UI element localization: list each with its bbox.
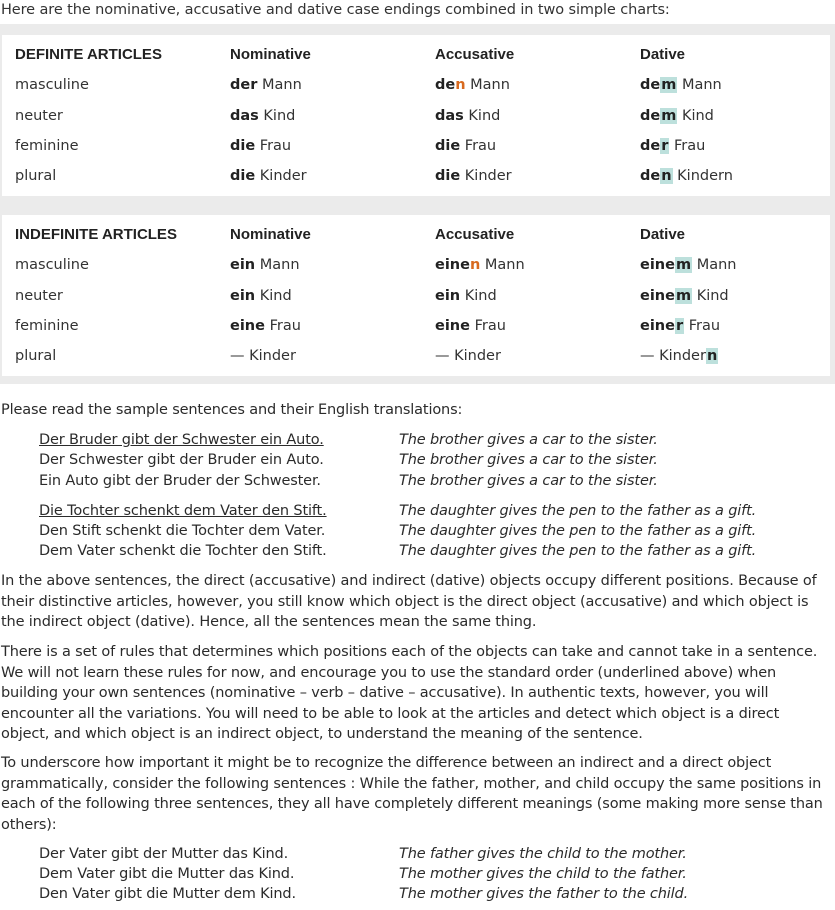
noun: Mann xyxy=(259,257,300,273)
noun: Frau xyxy=(474,318,506,334)
accusative-ending: n xyxy=(455,77,466,93)
example-sentence-german: Den Vater gibt die Mutter dem Kind. xyxy=(39,886,296,902)
article-stem: eine xyxy=(640,318,675,334)
dative-ending: m xyxy=(675,257,692,273)
sample-sentence-german: Den Stift schenkt die Tochter dem Vater. xyxy=(39,523,326,539)
row-label: masculine xyxy=(15,257,89,273)
accusative-cell xyxy=(435,165,512,187)
noun-stem: Kinder xyxy=(659,348,706,364)
table-header-row xyxy=(2,224,830,246)
dative-ending: m xyxy=(675,288,692,304)
row-label: feminine xyxy=(15,138,79,154)
example-sentence-english: The mother gives the child to the father. xyxy=(399,866,687,882)
noun: Kind xyxy=(468,108,501,124)
row-label: neuter xyxy=(15,288,63,304)
table-row-masculine xyxy=(2,74,830,96)
noun: Kinder xyxy=(249,348,296,364)
table-row-plural xyxy=(2,345,830,367)
sample-sentence-german: Ein Auto gibt der Bruder der Schwester. xyxy=(39,473,321,489)
article: eine xyxy=(230,318,265,334)
table-row-plural xyxy=(2,165,830,187)
nominative-cell xyxy=(230,315,301,337)
row-label: plural xyxy=(15,348,57,364)
noun: Kindern xyxy=(677,168,733,184)
article-stem: eine xyxy=(640,257,675,273)
noun: Mann xyxy=(470,77,510,93)
article-stem: de xyxy=(640,77,661,93)
noun: Kind xyxy=(259,288,292,304)
sample-sentence-english: The daughter gives the pen to the father as a gift. xyxy=(399,543,757,559)
article: eine xyxy=(435,318,470,334)
dative-cell xyxy=(640,165,733,187)
accusative-cell xyxy=(435,254,525,276)
noun: Kind xyxy=(681,108,714,124)
nominative-cell xyxy=(230,345,296,367)
dash-article: — xyxy=(230,348,245,364)
table-row-neuter xyxy=(2,285,830,307)
dative-ending: m xyxy=(661,77,677,93)
sample-sentence-english: The brother gives a car to the sister. xyxy=(399,452,658,468)
table-row-feminine xyxy=(2,315,830,337)
table-title: INDEFINITE ARTICLES xyxy=(15,226,177,243)
dative-cell xyxy=(640,254,736,276)
article-stem: eine xyxy=(640,288,675,304)
table-row-feminine xyxy=(2,135,830,157)
article: ein xyxy=(230,288,256,304)
noun: Frau xyxy=(673,138,706,154)
dative-cell xyxy=(640,315,720,337)
column-header-dative: Dative xyxy=(640,46,686,63)
dative-cell xyxy=(640,135,705,157)
noun: Frau xyxy=(269,318,301,334)
noun: Kinder xyxy=(259,168,307,184)
article: die xyxy=(230,168,256,184)
column-header-nominative: Nominative xyxy=(230,226,311,243)
dative-ending: r xyxy=(661,138,669,154)
accusative-ending: n xyxy=(469,257,481,273)
noun: Mann xyxy=(261,77,302,93)
noun: Kind xyxy=(464,288,497,304)
nominative-cell xyxy=(230,135,291,157)
column-header-dative: Dative xyxy=(640,226,686,243)
nominative-cell xyxy=(230,74,302,96)
sample-sentence-german: Der Schwester gibt der Bruder ein Auto. xyxy=(39,452,324,468)
dative-ending: n xyxy=(706,348,718,364)
column-header-accusative: Accusative xyxy=(435,46,515,63)
sample-sentence-german: Der Bruder gibt der Schwester ein Auto. xyxy=(39,432,324,448)
row-label: plural xyxy=(15,168,57,184)
dative-cell xyxy=(640,74,722,96)
example-sentence-german: Der Vater gibt der Mutter das Kind. xyxy=(39,846,289,862)
article-stem: de xyxy=(435,77,456,93)
row-label: neuter xyxy=(15,108,63,124)
definite-articles-table xyxy=(2,35,830,196)
noun: Kinder xyxy=(464,168,512,184)
article-stem: de xyxy=(640,168,661,184)
row-label: feminine xyxy=(15,318,79,334)
dative-ending: n xyxy=(661,168,672,184)
sample-sentence-german: Dem Vater schenkt die Tochter den Stift. xyxy=(39,543,327,559)
article: der xyxy=(230,77,258,93)
nominative-cell xyxy=(230,285,292,307)
accusative-cell xyxy=(435,345,501,367)
article: die xyxy=(435,168,461,184)
article: das xyxy=(230,108,259,124)
article: ein xyxy=(230,257,256,273)
table-row-masculine xyxy=(2,254,830,276)
sample-sentence-english: The brother gives a car to the sister. xyxy=(399,432,658,448)
table-header-row xyxy=(2,44,830,66)
nominative-cell xyxy=(230,105,295,127)
indefinite-articles-table xyxy=(2,215,830,376)
row-label: masculine xyxy=(15,77,89,93)
nominative-cell xyxy=(230,165,307,187)
noun: Kind xyxy=(696,288,729,304)
dative-cell xyxy=(640,105,714,127)
accusative-cell xyxy=(435,285,497,307)
sample-sentence-german: Die Tochter schenkt dem Vater den Stift. xyxy=(39,503,327,519)
intro-text: Here are the nominative, accusative and dative case endings combined in two simple charts: xyxy=(1,2,670,18)
article: die xyxy=(230,138,256,154)
article-stem: eine xyxy=(435,257,470,273)
article: das xyxy=(435,108,464,124)
accusative-cell xyxy=(435,74,510,96)
dative-ending: m xyxy=(661,108,677,124)
table-row-neuter xyxy=(2,105,830,127)
article: die xyxy=(435,138,461,154)
noun: Mann xyxy=(696,257,737,273)
accusative-cell xyxy=(435,315,506,337)
sample-sentence-english: The brother gives a car to the sister. xyxy=(399,473,658,489)
accusative-cell xyxy=(435,135,496,157)
dash-article: — xyxy=(640,348,655,364)
noun: Frau xyxy=(688,318,721,334)
noun: Kind xyxy=(263,108,296,124)
article-stem: de xyxy=(640,138,661,154)
noun: Kinder xyxy=(454,348,501,364)
dative-ending: r xyxy=(675,318,684,334)
dash-article: — xyxy=(435,348,450,364)
column-header-nominative: Nominative xyxy=(230,46,311,63)
example-sentence-english: The mother gives the father to the child. xyxy=(399,886,689,902)
dative-cell xyxy=(640,345,718,367)
paragraph-explanation: In the above sentences, the direct (accusative) and indirect (dative) objects occupy different positions. Because of their distinctive articles, however, you still know which object is the direct object (accusative) and which object is the indirect object (dative). Hence, all the sentences mean the same thing. xyxy=(1,573,817,630)
sample-intro: Please read the sample sentences and their English translations: xyxy=(1,402,463,418)
dative-cell xyxy=(640,285,729,307)
noun: Frau xyxy=(259,138,292,154)
paragraph-importance: To underscore how important it might be to recognize the difference between an indirect and a direct object grammatically, consider the following sentences : While the father, mother, and child occupy the same positions in each of the following three sentences, they all have completely different meanings (some making more sense than others): xyxy=(1,755,823,833)
noun: Mann xyxy=(484,257,525,273)
table-title: DEFINITE ARTICLES xyxy=(15,46,162,63)
example-sentence-german: Dem Vater gibt die Mutter das Kind. xyxy=(39,866,295,882)
article: ein xyxy=(435,288,461,304)
nominative-cell xyxy=(230,254,300,276)
accusative-cell xyxy=(435,105,500,127)
example-sentence-english: The father gives the child to the mother. xyxy=(399,846,687,862)
paragraph-rules: There is a set of rules that determines which positions each of the objects can take and cannot take in a sentence. We will not learn these rules for now, and encourage you to use the standard order (underlined above) when building your own sentences (nominative – verb – dative – accusative). In authentic texts, however, you will encounter all the variations. You will need to be able to look at the articles and detect which object is a direct object, and which object is an indirect object, to understand the meaning of the sentence. xyxy=(1,644,818,742)
noun: Frau xyxy=(464,138,497,154)
article-stem: de xyxy=(640,108,661,124)
column-header-accusative: Accusative xyxy=(435,226,515,243)
noun: Mann xyxy=(681,77,722,93)
sample-sentence-english: The daughter gives the pen to the father as a gift. xyxy=(399,523,757,539)
sample-sentence-english: The daughter gives the pen to the father as a gift. xyxy=(399,503,757,519)
